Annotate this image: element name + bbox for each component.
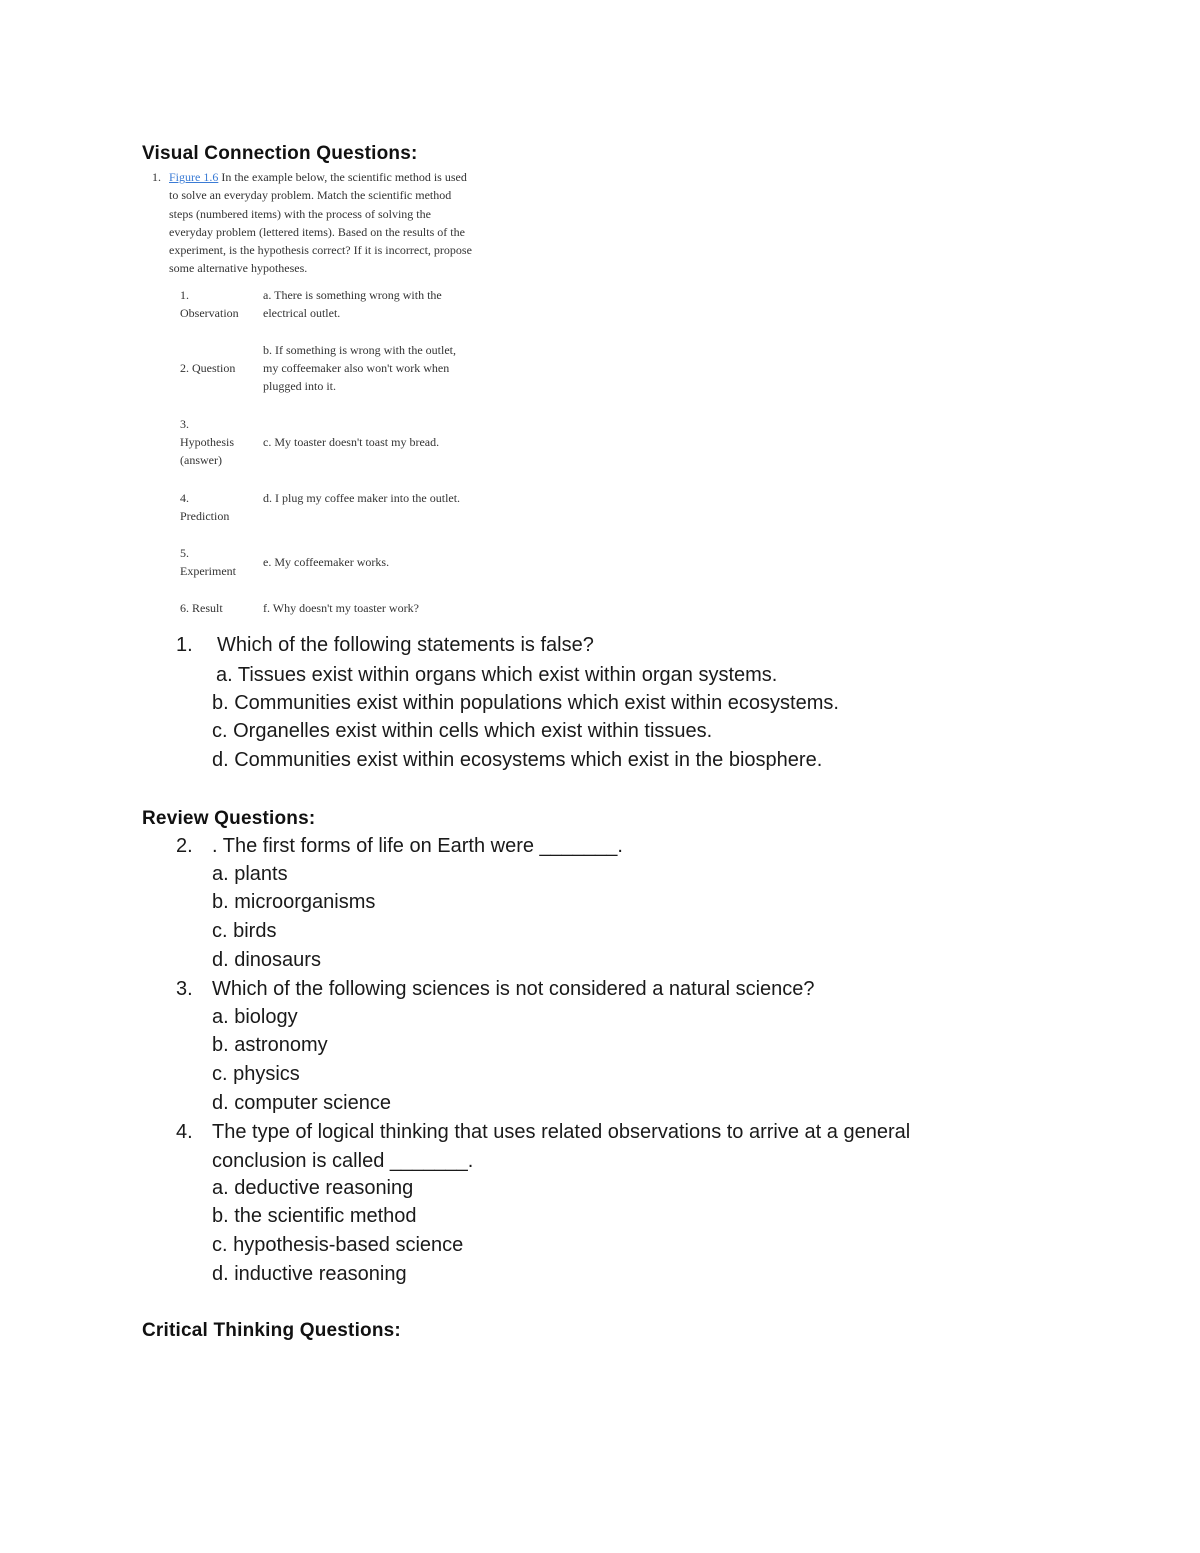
figure-step-match: a. There is something wrong with the electrical outlet. (263, 288, 442, 320)
answer-option: c. Organelles exist within cells which exist within tissues. (212, 720, 713, 742)
answer-option: a. plants (212, 863, 288, 885)
answer-option: d. computer science (212, 1092, 391, 1114)
answer-option: d. inductive reasoning (212, 1263, 407, 1285)
figure-step-label: 4. Prediction (180, 491, 230, 523)
figure-step-label: 1. Observation (180, 288, 239, 320)
answer-option: b. astronomy (212, 1034, 328, 1056)
critical-thinking-heading: Critical Thinking Questions: (142, 1320, 401, 1341)
question-text: Which of the following statements is false? (217, 634, 594, 656)
figure-step-match: d. I plug my coffee maker into the outlet. (263, 491, 461, 505)
answer-option: a. Tissues exist within organs which exist within organ systems. (216, 664, 778, 686)
figure-prompt (169, 168, 474, 278)
answer-option: b. Communities exist within populations which exist within ecosystems. (212, 692, 839, 714)
question-number: 2. (176, 835, 193, 857)
answer-option: c. hypothesis-based science (212, 1234, 464, 1256)
answer-option: a. deductive reasoning (212, 1177, 414, 1199)
figure-step-match: b. If something is wrong with the outlet, my coffeemaker also won't work when plugged into it. (263, 343, 456, 393)
figure-step-label: 3. Hypothesis (answer) (180, 417, 234, 467)
answer-option: c. physics (212, 1063, 300, 1085)
figure-step-match: f. Why doesn't my toaster work? (263, 601, 419, 615)
figure-step-label: 2. Question (180, 361, 236, 375)
question-text-line-1: The type of logical thinking that uses related observations to arrive at a general (212, 1121, 911, 1143)
figure-link[interactable]: Figure 1.6 (169, 170, 219, 184)
answer-option: b. the scientific method (212, 1205, 417, 1227)
question-text: . The first forms of life on Earth were _______. (212, 835, 623, 857)
question-number: 4. (176, 1121, 193, 1143)
answer-option: d. dinosaurs (212, 949, 321, 971)
question-text: Which of the following sciences is not considered a natural science? (212, 978, 815, 1000)
answer-option: a. biology (212, 1006, 298, 1028)
visual-connection-heading: Visual Connection Questions: (142, 143, 418, 164)
question-text-line-2: conclusion is called _______. (212, 1150, 474, 1172)
figure-step-label: 6. Result (180, 601, 223, 615)
figure-item-number: 1. (152, 170, 161, 184)
figure-step-match: e. My coffeemaker works. (263, 555, 390, 569)
question-number: 1. (176, 634, 193, 656)
answer-option: b. microorganisms (212, 891, 376, 913)
answer-option: d. Communities exist within ecosystems which exist in the biosphere. (212, 749, 823, 771)
answer-option: c. birds (212, 920, 277, 942)
question-number: 3. (176, 978, 193, 1000)
review-questions-heading: Review Questions: (142, 808, 316, 829)
figure-step-label: 5. Experiment (180, 546, 236, 578)
figure-step-match: c. My toaster doesn't toast my bread. (263, 435, 440, 449)
figure-prompt-text: In the example below, the scientific method is used to solve an everyday problem. Match the scientific method steps (numbered items) with the process of solving the everyday problem (lettered items). Based on the results of the experiment, is the hypothesis correct? If it is incorrect, propose some alternative hypotheses. (169, 170, 472, 276)
